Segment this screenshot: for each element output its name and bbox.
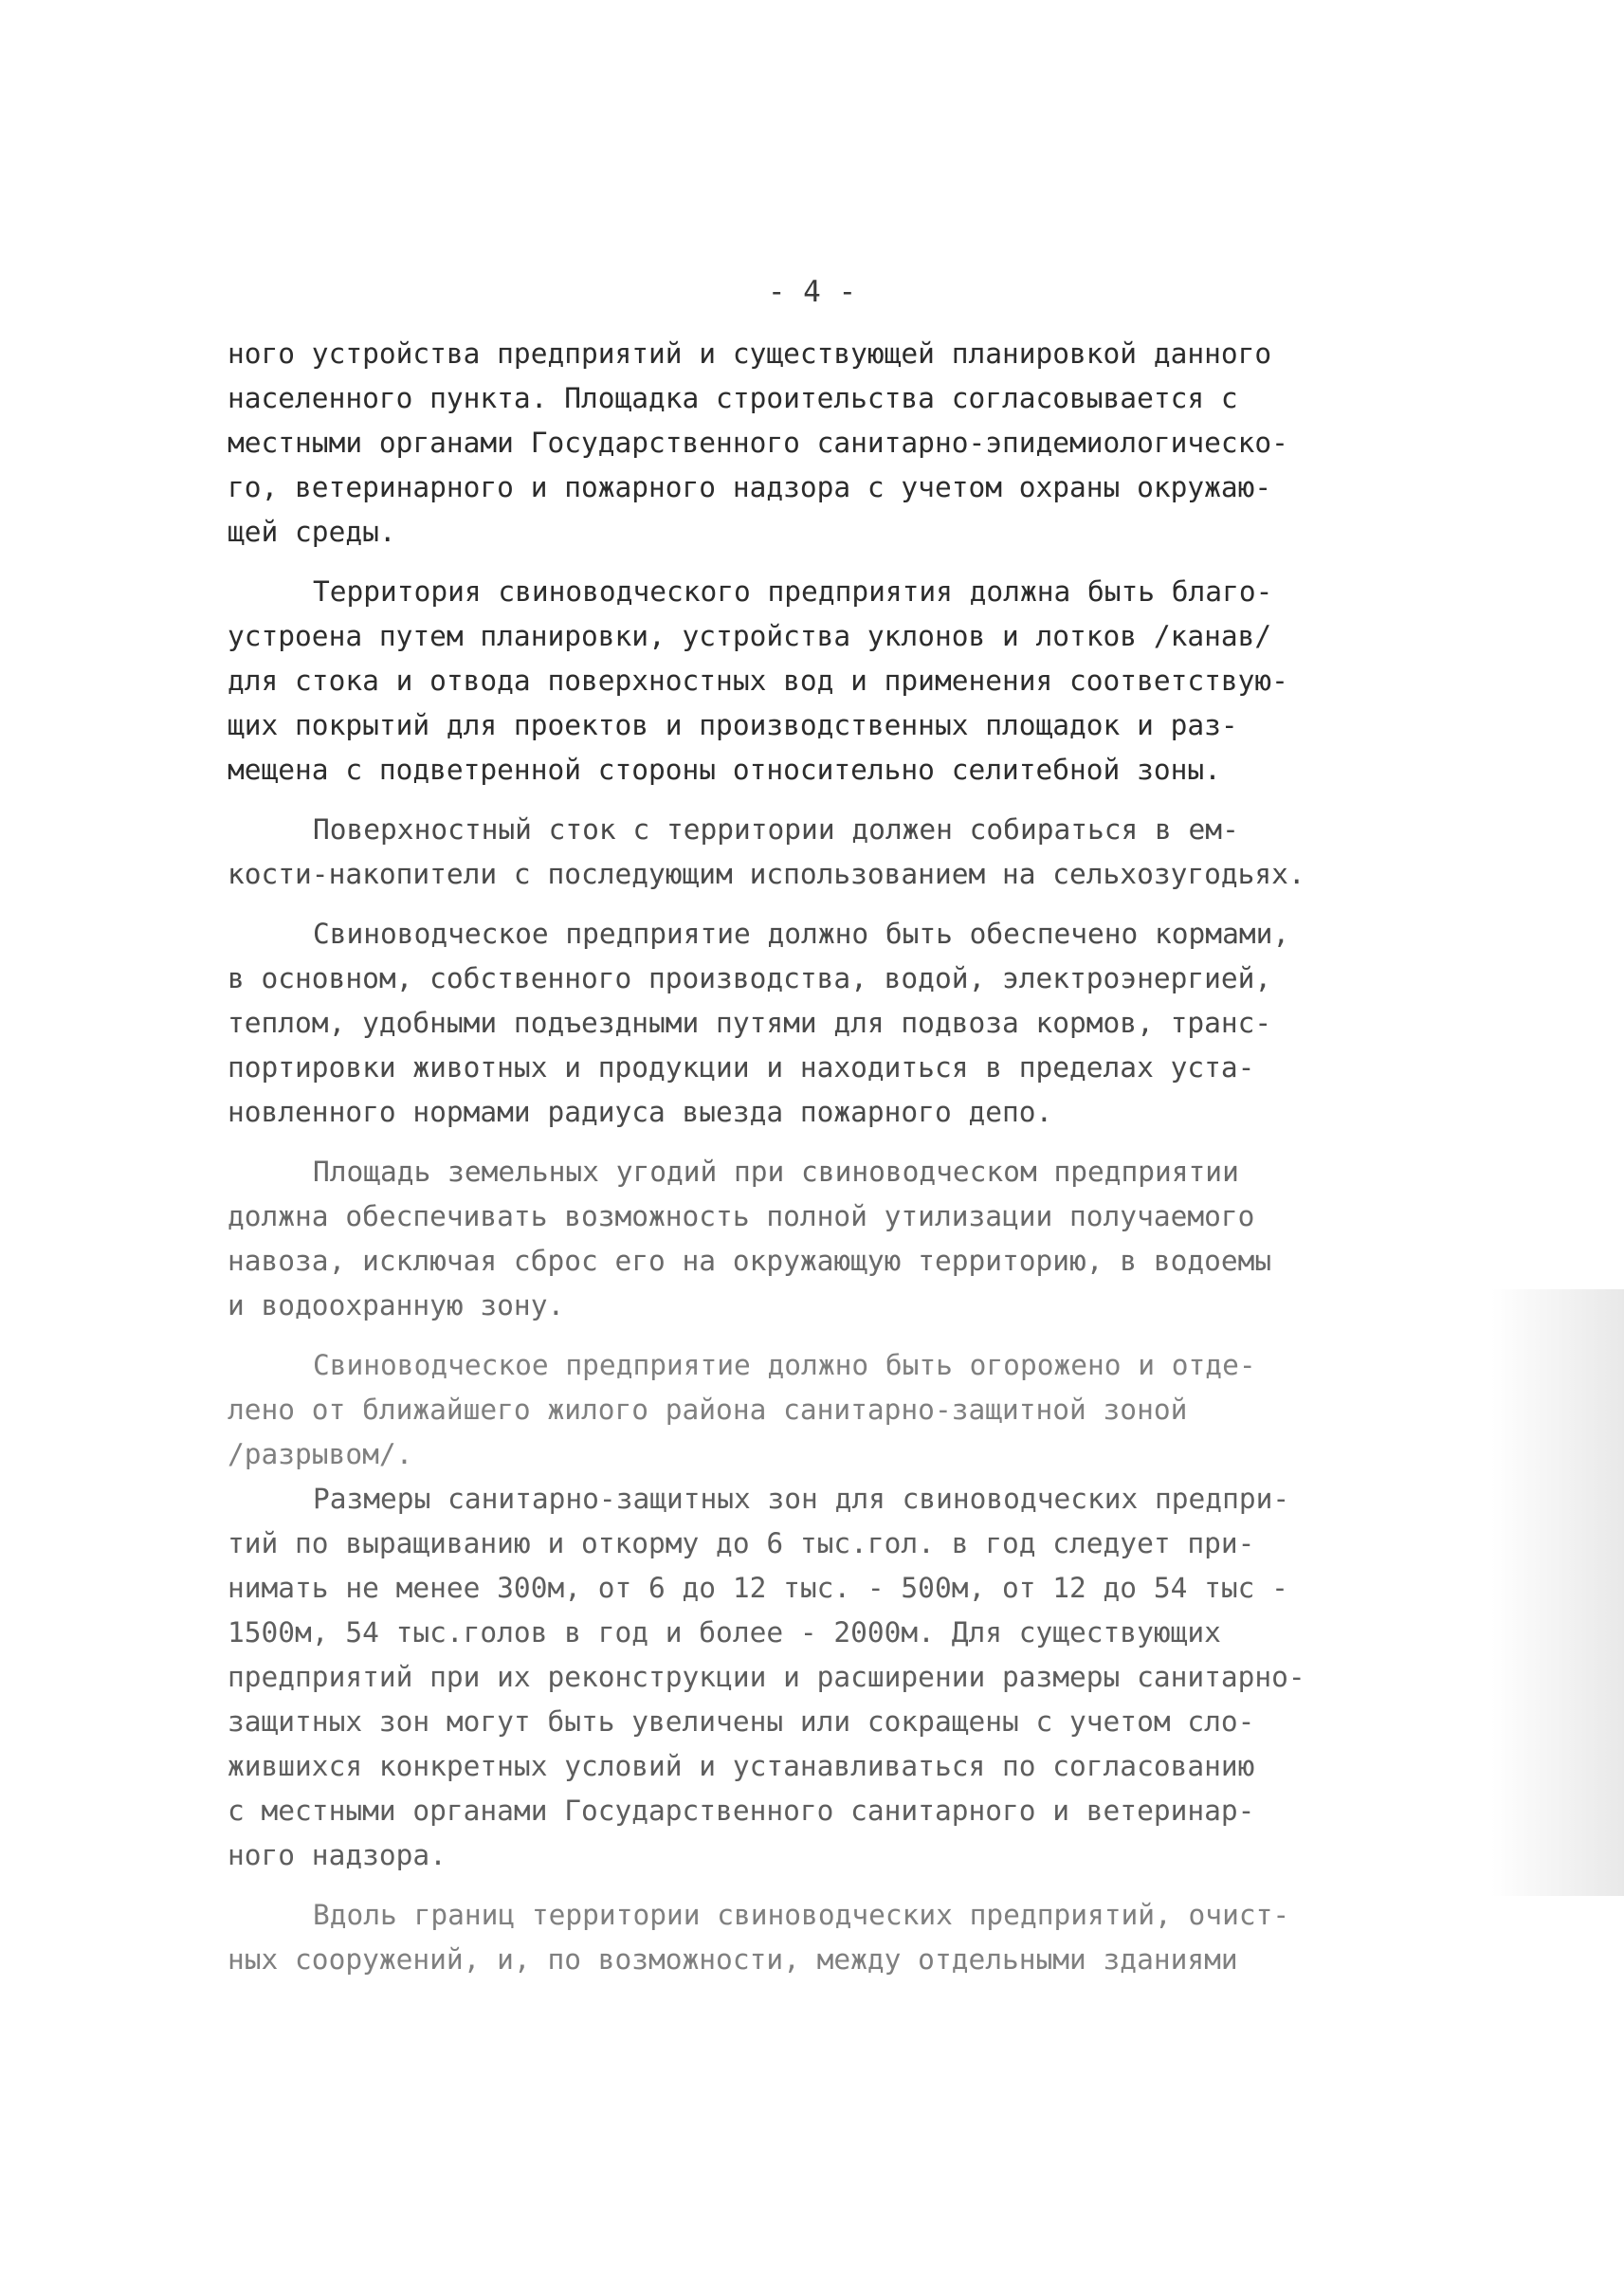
text-line: кости-накопители с последующим использованием на сельхозугодьях. bbox=[228, 858, 1305, 890]
text-line: Территория свиноводческого предприятия должна быть благо- bbox=[313, 575, 1273, 608]
paragraph bbox=[228, 570, 1413, 793]
text-line: /разрывом/. bbox=[228, 1438, 413, 1470]
paragraph bbox=[228, 1477, 1413, 1878]
text-line: населенного пункта. Площадка строительства согласовывается с bbox=[228, 382, 1238, 414]
text-line: лено от ближайшего жилого района санитарно-защитной зоной bbox=[228, 1394, 1188, 1426]
text-line: для стока и отвода поверхностных вод и применения соответствую- bbox=[228, 665, 1288, 697]
document-body bbox=[228, 332, 1413, 1982]
text-line: навоза, исключая сброс его на окружающую территорию, в водоемы bbox=[228, 1245, 1272, 1277]
scan-shading bbox=[1491, 1289, 1624, 1896]
paragraph bbox=[228, 1343, 1413, 1477]
text-line: нимать не менее 300м, от 6 до 12 тыс. - 500м, от 12 до 54 тыс - bbox=[228, 1572, 1288, 1604]
text-line: устроена путем планировки, устройства уклонов и лотков /канав/ bbox=[228, 620, 1272, 652]
text-line: 1500м, 54 тыс.голов в год и более - 2000м. Для существующих bbox=[228, 1616, 1221, 1649]
text-line: Размеры санитарно-защитных зон для свиноводческих предпри- bbox=[313, 1483, 1290, 1515]
text-line: тий по выращиванию и откорму до 6 тыс.гол. в год следует при- bbox=[228, 1527, 1255, 1559]
text-line: должна обеспечивать возможность полной утилизации получаемого bbox=[228, 1200, 1255, 1232]
text-line: жившихся конкретных условий и устанавливаться по согласованию bbox=[228, 1750, 1255, 1782]
text-line: Вдоль границ территории свиноводческих предприятий, очист- bbox=[313, 1899, 1290, 1931]
text-line: портировки животных и продукции и находиться в пределах уста- bbox=[228, 1051, 1255, 1084]
text-line: местными органами Государственного санитарно-эпидемиологическо- bbox=[228, 427, 1288, 459]
text-line: Свиноводческое предприятие должно быть огорожено и отде- bbox=[313, 1349, 1256, 1381]
paragraph bbox=[228, 808, 1413, 897]
text-line: ного устройства предприятий и существующей планировкой данного bbox=[228, 337, 1272, 370]
text-line: новленного нормами радиуса выезда пожарного депо. bbox=[228, 1096, 1053, 1128]
paragraph bbox=[228, 332, 1413, 555]
text-line: мещена с подветренной стороны относительно селитебной зоны. bbox=[228, 754, 1221, 786]
text-line: ного надзора. bbox=[228, 1839, 447, 1871]
text-line: Площадь земельных угодий при свиноводческом предприятии bbox=[313, 1156, 1239, 1188]
text-line: Свиноводческое предприятие должно быть обеспечено кормами, bbox=[313, 918, 1290, 950]
text-line: и водоохранную зону. bbox=[228, 1289, 565, 1321]
text-line: в основном, собственного производства, водой, электроэнергией, bbox=[228, 962, 1272, 994]
page-number: - 4 - bbox=[767, 275, 857, 309]
paragraph bbox=[228, 1893, 1413, 1982]
text-line: с местными органами Государственного санитарного и ветеринар- bbox=[228, 1795, 1255, 1827]
text-line: предприятий при их реконструкции и расширении размеры санитарно- bbox=[228, 1661, 1305, 1693]
text-line: щих покрытий для проектов и производственных площадок и раз- bbox=[228, 709, 1238, 741]
paragraph bbox=[228, 912, 1413, 1135]
text-line: Поверхностный сток с территории должен собираться в ем- bbox=[313, 813, 1239, 846]
paragraph bbox=[228, 1150, 1413, 1328]
text-line: теплом, удобными подъездными путями для подвоза кормов, транс- bbox=[228, 1007, 1272, 1039]
text-line: защитных зон могут быть увеличены или сокращены с учетом сло- bbox=[228, 1705, 1255, 1738]
text-line: ных сооружений, и, по возможности, между отдельными зданиями bbox=[228, 1943, 1238, 1976]
text-line: щей среды. bbox=[228, 516, 396, 548]
text-line: го, ветеринарного и пожарного надзора с учетом охраны окружаю- bbox=[228, 471, 1272, 503]
